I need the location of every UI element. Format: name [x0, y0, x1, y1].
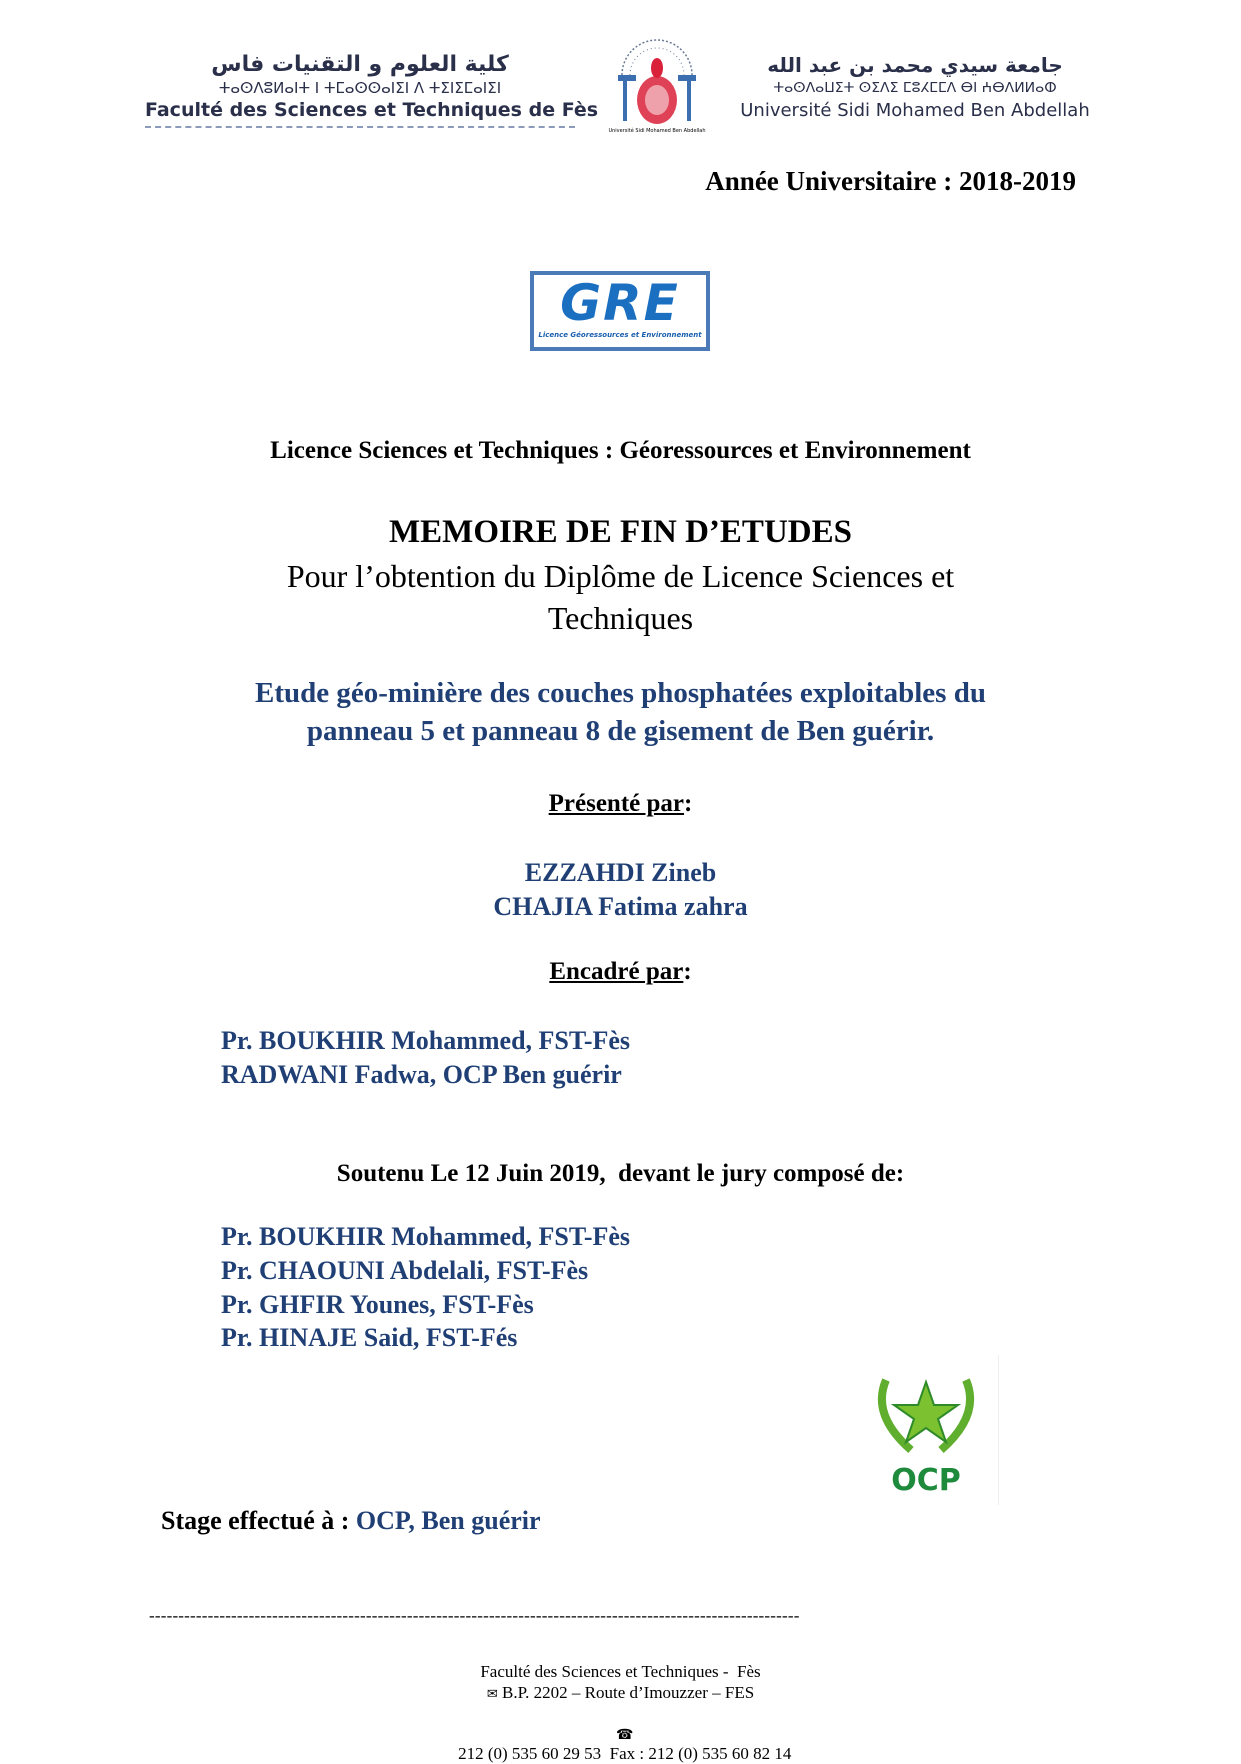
presented-colon: :: [684, 790, 693, 817]
footer-line-2: [0, 1683, 1241, 1703]
internship: [148, 1476, 541, 1536]
ocp-logo: [866, 1360, 986, 1498]
gre-caption: Licence Géoressources et Environnement: [538, 331, 702, 339]
university-seal: [608, 20, 706, 138]
footer-phone: 212 (0) 535 60 29 53 Fax : 212 (0) 535 60 82 14: [458, 1744, 792, 1763]
memoire-subtitle-1: Pour l’obtention du Diplôme de Licence Sciences et: [286, 558, 955, 594]
footer-line-3: [0, 1704, 1241, 1764]
ocp-text: OCP: [891, 1463, 961, 1498]
footer-line-1: Faculté des Sciences et Techniques - Fès: [480, 1662, 761, 1681]
faculty-tifinagh: ⵜⴰⵙⴷⵓⵍⴰⵏⵜ ⵏ ⵜⵎⴰⵙⵙⴰⵏⵉⵏ ⴷ ⵜⵉⵏⵉⵎⴰⵏⵉⵏ: [218, 79, 502, 97]
memoire-subtitle-2: Techniques: [547, 600, 694, 636]
student-name: EZZAHDI Zineb: [524, 858, 717, 887]
program-title: Licence Sciences et Techniques : Géoressources et Environnement: [270, 437, 971, 464]
university-logo: [725, 52, 1105, 124]
faculty-underline: [145, 126, 575, 128]
jury-member: Pr. CHAOUNI Abdelali, FST-Fès: [221, 1256, 589, 1285]
footer-separator: ---------------------------------------------------------------------------------------------------------------: [149, 1606, 800, 1625]
presented-heading: [0, 790, 1241, 818]
student-name: CHAJIA Fatima zahra: [493, 892, 748, 921]
supervised-label: Encadré par: [549, 958, 684, 985]
faculty-name: Faculté des Sciences et Techniques de Fès: [145, 99, 599, 121]
jury-member: Pr. HINAJE Said, FST-Fés: [221, 1323, 518, 1352]
phone-icon: ☎: [616, 1728, 634, 1743]
gre-letters: GRE: [560, 274, 680, 332]
thesis-title-1: Etude géo-minière des couches phosphatées exploitables du: [255, 677, 986, 709]
thesis-title-2: panneau 5 et panneau 8 de gisement de Ben guérir.: [306, 715, 935, 747]
jury-member: Pr. BOUKHIR Mohammed, FST-Fès: [221, 1222, 631, 1251]
envelope-icon: ✉: [486, 1686, 498, 1701]
gre-logo: [530, 271, 710, 351]
seal-caption: Université Sidi Mohamed Ben Abdellah: [608, 128, 706, 134]
faculty-logo: [145, 52, 599, 128]
footer-address: B.P. 2202 – Route d’Imouzzer – FES: [502, 1683, 755, 1702]
faculty-arabic: كلية العلوم و التقنيات فاس: [211, 52, 509, 77]
supervisor-name: Pr. BOUKHIR Mohammed, FST-Fès: [221, 1026, 631, 1055]
jury-heading: Soutenu Le 12 Juin 2019, devant le jury composé de:: [336, 1160, 905, 1187]
university-name: Université Sidi Mohamed Ben Abdellah: [740, 100, 1090, 121]
ocp-divider: [998, 1355, 999, 1505]
internship-label: Stage effectué à :: [161, 1506, 356, 1535]
presented-label: Présenté par: [548, 790, 685, 817]
supervised-colon: :: [683, 958, 692, 985]
supervised-heading: [0, 958, 1241, 986]
jury-member: Pr. GHFIR Younes, FST-Fès: [221, 1290, 534, 1319]
academic-year: Année Universitaire : 2018-2019: [705, 166, 1076, 196]
memoire-title: MEMOIRE DE FIN D’ETUDES: [389, 514, 852, 550]
university-tifinagh: ⵜⴰⵙⴷⴰⵡⵉⵜ ⵙⵉⴷⵉ ⵎⵓⵃⵎⵎⴷ ⴱⵏ ⵄⴱⴷⵍⵍⴰⵀ: [773, 80, 1057, 96]
university-arabic: جامعة سيدي محمد بن عبد الله: [767, 53, 1063, 77]
internship-place: OCP, Ben guérir: [355, 1506, 541, 1535]
supervisor-name: RADWANI Fadwa, OCP Ben guérir: [221, 1060, 622, 1089]
